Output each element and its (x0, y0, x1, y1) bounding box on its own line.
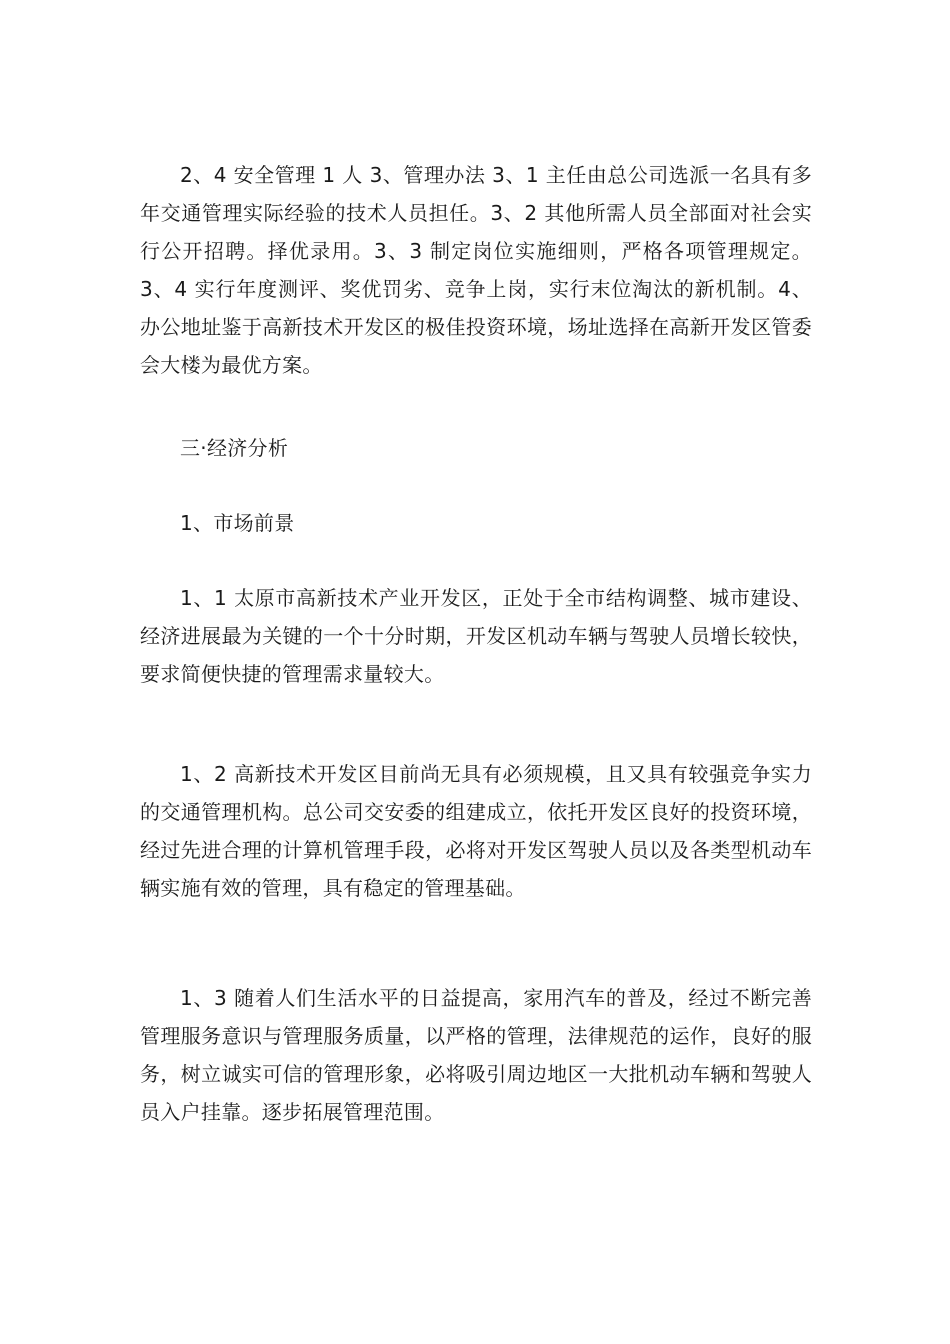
section-heading-economic-analysis: 三·经济分析 (180, 436, 289, 460)
paragraph-management-methods: 2、4 安全管理 1 人 3、管理办法 3、1 主任由总公司选派一名具有多年交通管理实际经验的技术人员担任。3、2 其他所需人员全部面对社会实行公开招聘。择优录用。3、3 制定岗位实施细则，严格各项管理规定。3、4 实行年度测评、奖优罚劣、竞争上岗，实行末位淘汰的新机制。4、办公地址鉴于高新技术开发区的极佳投资环境，场址选择在高新开发区管委会大楼为最优方案。 (140, 163, 812, 377)
paragraph-market-1-1: 1、1 太原市高新技术产业开发区，正处于全市结构调整、城市建设、经济进展最为关键的一个十分时期，开发区机动车辆与驾驶人员增长较快，要求简便快捷的管理需求量较大。 (140, 586, 812, 686)
paragraph-market-1-3: 1、3 随着人们生活水平的日益提高，家用汽车的普及，经过不断完善管理服务意识与管理服务质量，以严格的管理，法律规范的运作，良好的服务，树立诚实可信的管理形象，必将吸引周边地区一大批机动车辆和驾驶人员入户挂靠。逐步拓展管理范围。 (140, 986, 812, 1124)
subheading-market-outlook: 1、市场前景 (180, 511, 295, 535)
paragraph-market-1-2: 1、2 高新技术开发区目前尚无具有必须规模，且又具有较强竞争实力的交通管理机构。总公司交安委的组建成立，依托开发区良好的投资环境，经过先进合理的计算机管理手段，必将对开发区驾驶人员以及各类型机动车辆实施有效的管理，具有稳定的管理基础。 (140, 762, 812, 900)
